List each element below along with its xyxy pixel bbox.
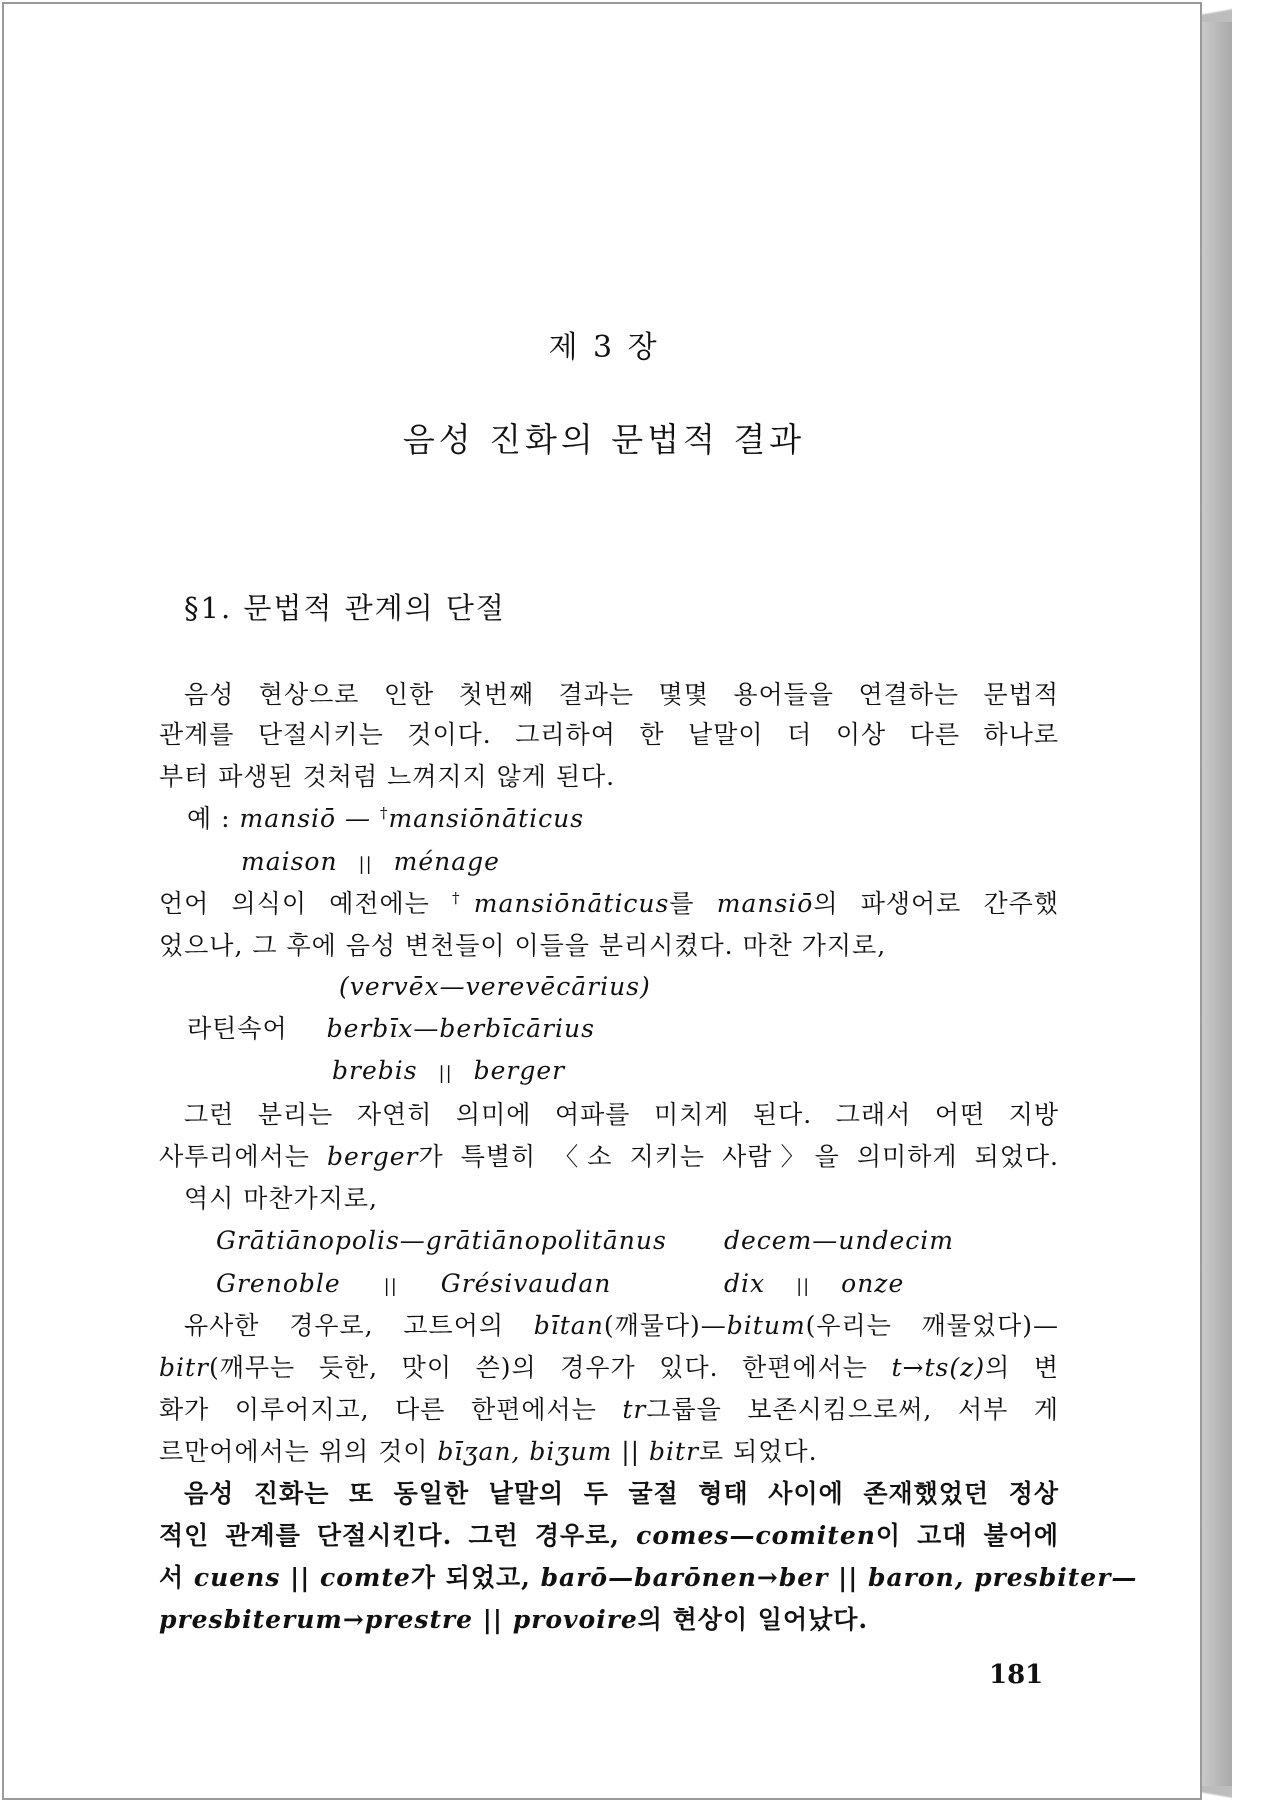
example-block (332, 1058, 565, 1083)
page-corner-top (1200, 2, 1232, 22)
old-french-word: cuens (193, 1563, 281, 1592)
gothic-word: bitr (159, 1353, 209, 1382)
separator: || (612, 1437, 650, 1466)
page-corner-bottom (1200, 1786, 1232, 1804)
paragraph-line: 음성 현상으로 인한 첫번째 결과는 몇몇 용어들을 연결하는 문법적 (184, 680, 1059, 709)
dagger-mark: † (452, 889, 474, 907)
page-stack-edge (1202, 16, 1232, 1794)
paragraph-line: 그런 분리는 자연히 의미에 여파를 미치게 된다. 그래서 어떤 지방 (184, 1100, 1059, 1129)
text-run: 적인 관계를 단절시킨다. 그런 경우로, (159, 1521, 637, 1550)
text-run: 이 고대 불어에 (875, 1521, 1059, 1550)
gothic-word: bītan (533, 1311, 604, 1340)
paragraph-line: 었으나, 그 후에 음성 변천들이 이들을 분리시켰다. 마찬 가지로, (159, 931, 887, 960)
paragraph-line (159, 1144, 1059, 1169)
old-french-word: provoire (512, 1605, 638, 1634)
french-word: maison (241, 847, 338, 876)
cluster: tr (622, 1395, 647, 1424)
example-label: 예 : (187, 804, 231, 833)
example-block (724, 1271, 904, 1296)
latin-word: mansiō — (239, 804, 380, 833)
text-run: 가 특별히 〈소 지키는 사람〉을 의미하게 되었다. (418, 1142, 1059, 1171)
latin-word: decem—undecim (724, 1226, 955, 1255)
text-run: 로 되었다. (699, 1437, 818, 1466)
separator: || (828, 1563, 868, 1592)
section-heading: §1. 문법적 관계의 단절 (184, 591, 506, 625)
separator: || (358, 854, 373, 875)
latin-word: mansiō (716, 889, 814, 918)
text-run: (우리는 깨물었다)— (805, 1311, 1059, 1340)
sound-change: t→ts (891, 1353, 950, 1382)
french-word: berger (473, 1056, 566, 1085)
latin-word: berbīx—berbīcārius (326, 1014, 595, 1043)
text-run: 가 되었고, (410, 1563, 541, 1592)
latin-word: mansiōnāticus (388, 804, 585, 833)
french-word: baron, (868, 1563, 965, 1592)
text-run: 화가 이루어지고, 다른 한편에서는 (159, 1395, 623, 1424)
text-run: 유사한 경우로, 고트어의 (184, 1311, 534, 1340)
example-block (241, 849, 500, 874)
latin-word: Grātiānopolis—grātiānopolitānus (216, 1226, 667, 1255)
chapter-number: 제 3 장 (548, 330, 660, 365)
text-run: 의 변 (985, 1353, 1059, 1382)
paragraph-line (159, 1563, 1138, 1592)
text-run: 르만어에서는 위의 것이 (159, 1437, 438, 1466)
french-word: onze (841, 1269, 905, 1298)
separator: || (796, 1276, 811, 1297)
separator: || (383, 1276, 398, 1297)
paragraph-line (159, 1439, 818, 1464)
latin-word: presbiterum→prestre (159, 1605, 474, 1634)
paragraph-line (159, 891, 1059, 916)
separator: || (473, 1605, 513, 1634)
text-run: 를 (669, 889, 717, 918)
paragraph-line: 관계를 단절시키는 것이다. 그리하여 한 낱말이 더 이상 다른 하나로 (159, 720, 1059, 749)
page-number: 181 (989, 1660, 1044, 1690)
sound-change: (z) (949, 1353, 986, 1382)
french-word: brebis (332, 1056, 418, 1085)
text-run: 그룹을 보존시킴으로써, 서부 게 (646, 1395, 1059, 1424)
book-page (2, 2, 1202, 1800)
paragraph-line (159, 1607, 868, 1632)
example-label: 라틴속어 (187, 1014, 288, 1043)
text-run: 의 현상이 일어났다. (637, 1605, 869, 1634)
french-word: ménage (393, 847, 500, 876)
separator: || (438, 1063, 453, 1084)
french-word: dix (724, 1269, 766, 1298)
latin-word: mansiōnāticus (473, 889, 670, 918)
dagger-mark: † (379, 804, 389, 822)
old-french-word: barō—barōnen→ber (540, 1563, 829, 1592)
example-block (216, 1271, 611, 1296)
paragraph-line (184, 1313, 1059, 1338)
gothic-word: bitum (726, 1311, 806, 1340)
paragraph-line (159, 1523, 1059, 1548)
separator: || (280, 1563, 321, 1592)
paragraph-line: 부터 파생된 것처럼 느껴지지 않게 된다. (159, 762, 616, 791)
chapter-title: 음성 진화의 문법적 결과 (402, 420, 806, 459)
latin-word: presbiter— (974, 1563, 1138, 1592)
french-word: comte (320, 1563, 411, 1592)
french-word: berger (326, 1142, 419, 1171)
french-word: Grenoble (216, 1269, 341, 1298)
text-run: (깨물다)— (603, 1311, 727, 1340)
example-block (187, 806, 584, 831)
example-block (187, 1016, 595, 1041)
latin-form: (vervēx—verevēcārius) (339, 972, 651, 1001)
text-run: (깨무는 듯한, 맛이 쓴)의 경우가 있다. 한편에서는 (209, 1353, 892, 1382)
old-french-word: comes—comiten (636, 1521, 876, 1550)
text-run: 사투리에서는 (159, 1142, 327, 1171)
paragraph-line: 음성 진화는 또 동일한 낱말의 두 굴절 형태 사이에 존재했었던 정상 (184, 1479, 1059, 1508)
gothic-word: bīʒan, biʒum (437, 1437, 613, 1466)
french-word: Grésivaudan (440, 1269, 612, 1298)
text-run: 언어 의식이 예전에는 (159, 889, 453, 918)
text-run: 의 파생어로 간주했 (813, 889, 1059, 918)
paragraph-line (159, 1397, 1059, 1422)
gothic-word: bitr (649, 1437, 700, 1466)
paragraph-line (159, 1355, 1059, 1380)
paragraph-line: 역시 마찬가지로, (184, 1184, 378, 1213)
text-run: 서 (159, 1563, 194, 1592)
